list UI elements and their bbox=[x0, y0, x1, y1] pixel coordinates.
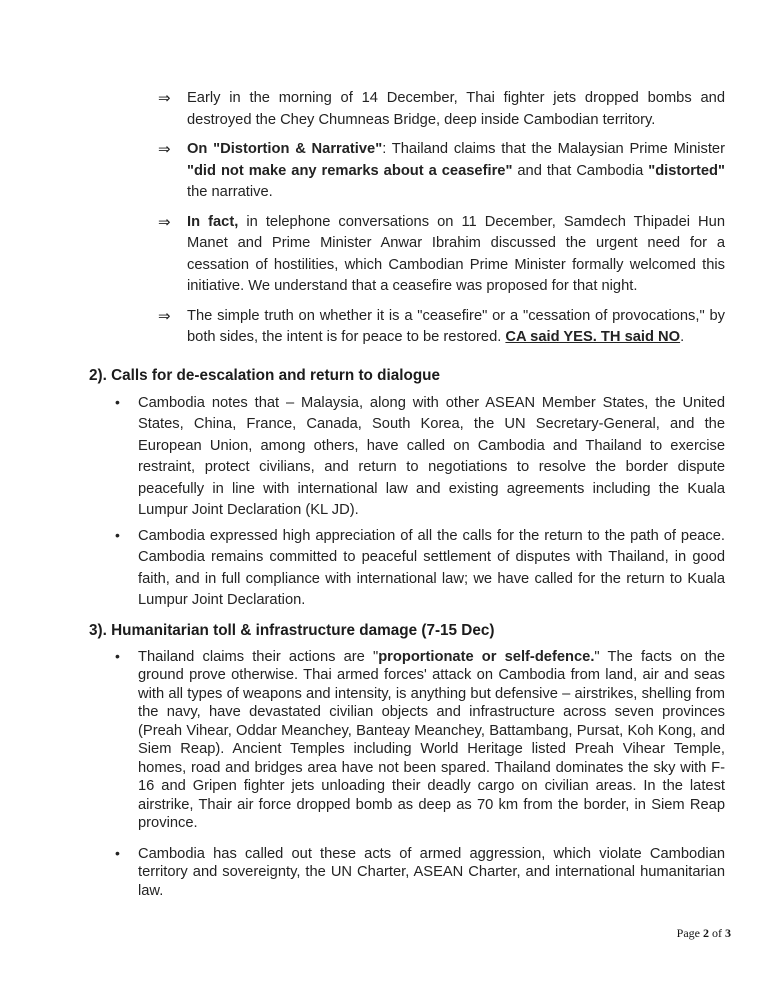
arrow-item-text: In fact, in telephone conversations on 11 December, Samdech Thipadei Hun Manet and Prime Minister Anwar Ibrahim discussed the urgent need for a cessation of hostilities, which Cambodian Prime Minister formally welcomed this initiative. We understand that a ceasefire was proposed for that night. bbox=[187, 213, 725, 294]
arrow-item-text: Early in the morning of 14 December, Thai fighter jets dropped bombs and destroyed the Chey Chumneas Bridge, deep inside Cambodian territory. bbox=[187, 90, 725, 128]
bullet-list-item bbox=[89, 648, 725, 833]
bullet-item-text: Cambodia expressed high appreciation of all the calls for the return to the path of peace. Cambodia remains committed to peaceful settlement of disputes with Thailand, in good faith, and in full compliance with international law; we have called for the return to Kuala Lumpur Joint Declaration. bbox=[138, 527, 725, 608]
bullet-list-item bbox=[89, 393, 725, 522]
arrow-item-text: On "Distortion & Narrative": Thailand claims that the Malaysian Prime Minister "did not make any remarks about a ceasefire" and that Cambodia "distorted" the narrative. bbox=[187, 141, 725, 200]
arrow-list-item bbox=[89, 212, 725, 298]
document-body bbox=[89, 88, 725, 900]
double-arrow-icon: ⇒ bbox=[158, 213, 171, 231]
double-arrow-icon: ⇒ bbox=[158, 90, 171, 107]
bullet-icon: • bbox=[115, 647, 120, 664]
double-arrow-icon: ⇒ bbox=[158, 141, 171, 158]
bullet-list-item bbox=[89, 845, 725, 901]
section-heading-2: 2). Calls for de-escalation and return to dialogue bbox=[89, 366, 441, 384]
bullet-icon: • bbox=[115, 393, 120, 410]
arrow-list-item bbox=[89, 139, 725, 204]
section-heading-3: 3). Humanitarian toll & infrastructure damage (7-15 Dec) bbox=[89, 621, 495, 639]
bullet-list-item bbox=[89, 526, 725, 612]
bullet-item-text: Cambodia has called out these acts of armed aggression, which violate Cambodian territory and sovereignty, the UN Charter, ASEAN Charter, and international humanitarian law. bbox=[138, 845, 725, 899]
bullet-item-text: Cambodia notes that – Malaysia, along with other ASEAN Member States, the United States, China, France, Canada, South Korea, the UN Secretary-General, and the European Union, among others, have called on Cambodia and Thailand to exercise restraint, protect civilians, and return to negotiations to resolve the border dispute peacefully in line with international law and existing agreements including the Kuala Lumpur Joint Declaration (KL JD). bbox=[138, 394, 725, 518]
arrow-list-item bbox=[89, 88, 725, 131]
arrow-item-text: The simple truth on whether it is a "ceasefire" or a "cessation of provocations," by both sides, the intent is for peace to be restored. CA said YES. TH said NO. bbox=[187, 307, 725, 345]
bullet-item-text: Thailand claims their actions are "proportionate or self-defence." The facts on the ground prove otherwise. Thai armed forces' attack on Cambodia from land, air and seas with all types of weapons and intensity, is anything but defensive – airstrikes, shelling from the navy, have devastated civilian objects and infrastructure across seven provinces (Preah Vihear, Oddar Meanchey, Banteay Meanchey, Battambang, Pursat, Koh Kong, and Siem Reap). Ancient Temples including World Heritage listed Preah Vihear Temple, homes, road and bridges area have not been spared. Thailand dominates the sky with F-16 and Gripen fighter jets unloading their deadly cargo on civilian areas. In the latest airstrike, Thair air force dropped bomb as deep as 70 km from the border, in Siem Reap province. bbox=[138, 648, 725, 831]
page-number-footer: Page 2 of 3 bbox=[676, 926, 731, 940]
bullet-icon: • bbox=[115, 526, 120, 543]
double-arrow-icon: ⇒ bbox=[158, 307, 171, 325]
arrow-list-item bbox=[89, 306, 725, 349]
bullet-icon: • bbox=[115, 844, 120, 861]
